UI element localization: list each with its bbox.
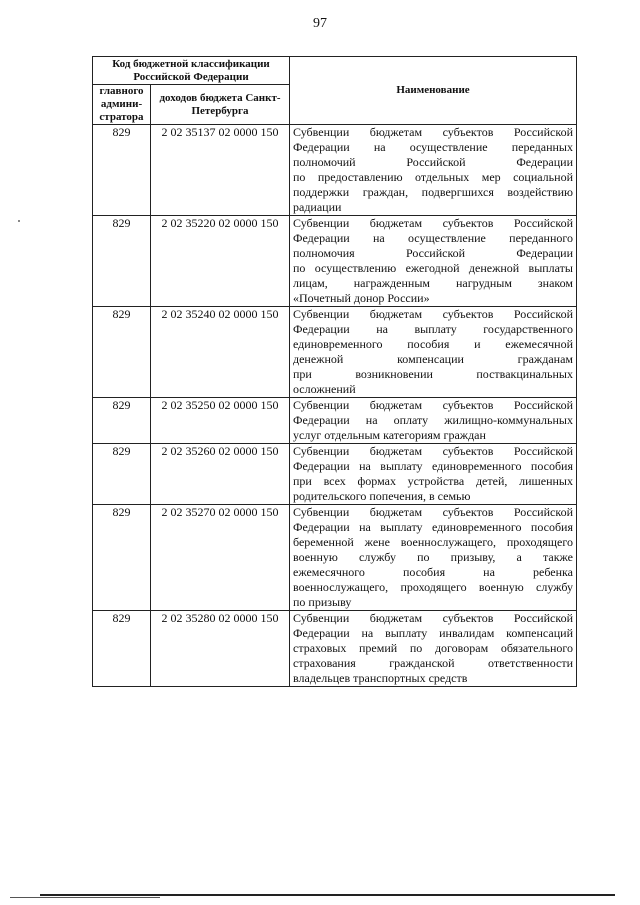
admin-code-cell: 829 (93, 125, 151, 216)
name-line: Федерации на оплату жилищно-коммунальных (293, 413, 573, 427)
name-line: Субвенции бюджетам субъектов Российской (293, 398, 573, 412)
name-line: Субвенции бюджетам субъектов Российской (293, 125, 573, 139)
name-line: Федерации на выплату единовременного пособия (293, 520, 573, 534)
header-income: доходов бюджета Санкт-Петербурга (151, 85, 290, 125)
name-line: родительского попечения, в семью (293, 489, 471, 503)
header-classification-code: Код бюджетной классификации Российской Федерации (93, 57, 290, 85)
page-number: 97 (313, 16, 327, 31)
footer-rule-thin (10, 897, 160, 898)
name-line: радиации (293, 200, 342, 214)
name-line: по призыву (293, 595, 352, 609)
footer-rule (40, 894, 615, 896)
name-line: Субвенции бюджетам субъектов Российской (293, 444, 573, 458)
name-line: по предоставлению отдельных мер социальной (293, 170, 573, 184)
name-cell (290, 307, 577, 398)
admin-code-cell: 829 (93, 216, 151, 307)
table-row (93, 505, 577, 611)
name-line: денежной компенсации гражданам (293, 352, 573, 366)
table-row (93, 216, 577, 307)
table-row (93, 125, 577, 216)
admin-code-cell: 829 (93, 398, 151, 444)
budget-classification-table (92, 56, 577, 687)
name-cell (290, 125, 577, 216)
name-line: «Почетный донор России» (293, 291, 430, 305)
name-line: при всех формах устройства детей, лишенных (293, 474, 573, 488)
table-row (93, 444, 577, 505)
name-line: беременной жене военнослужащего, проходящего (293, 535, 573, 549)
table-body (93, 125, 577, 687)
header-admin: главного админи-стратора (93, 85, 151, 125)
name-line: лицам, награжденным нагрудным знаком (293, 276, 573, 290)
name-line: Субвенции бюджетам субъектов Российской (293, 216, 573, 230)
name-line: Федерации на осуществление переданных (293, 140, 573, 154)
name-line: полномочия Российской Федерации (293, 246, 573, 260)
name-line: Федерации на выплату единовременного пособия (293, 459, 573, 473)
income-code-cell: 2 02 35137 02 0000 150 (151, 125, 290, 216)
header-name: Наименование (290, 57, 577, 125)
income-code-cell: 2 02 35280 02 0000 150 (151, 611, 290, 687)
name-line: Федерации на выплату инвалидам компенсаций (293, 626, 573, 640)
name-line: страхования гражданской ответственности (293, 656, 573, 670)
name-line: поддержки граждан, подвергшихся воздействию (293, 185, 573, 199)
name-cell (290, 611, 577, 687)
name-line: Субвенции бюджетам субъектов Российской (293, 611, 573, 625)
admin-code-cell: 829 (93, 444, 151, 505)
income-code-cell: 2 02 35270 02 0000 150 (151, 505, 290, 611)
name-cell (290, 398, 577, 444)
name-line: полномочий Российской Федерации (293, 155, 573, 169)
name-cell (290, 505, 577, 611)
name-line: владельцев транспортных средств (293, 671, 468, 685)
name-line: осложнений (293, 382, 356, 396)
table-row (93, 611, 577, 687)
table-row (93, 398, 577, 444)
income-code-cell: 2 02 35250 02 0000 150 (151, 398, 290, 444)
admin-code-cell: 829 (93, 307, 151, 398)
admin-code-cell: 829 (93, 505, 151, 611)
name-line: услуг отдельным категориям граждан (293, 428, 486, 442)
name-line: Субвенции бюджетам субъектов Российской (293, 505, 573, 519)
name-line: ежемесячного пособия на ребенка (293, 565, 573, 579)
income-code-cell: 2 02 35260 02 0000 150 (151, 444, 290, 505)
name-line: страховых премий по договорам обязательного (293, 641, 573, 655)
name-line: военную службу по призыву, а также (293, 550, 573, 564)
name-line: Федерации на выплату государственного (293, 322, 573, 336)
name-line: единовременного пособия и ежемесячной (293, 337, 573, 351)
name-line: военнослужащего, проходящего военную службу (293, 580, 573, 594)
name-cell (290, 216, 577, 307)
name-line: Федерации на осуществление переданного (293, 231, 573, 245)
income-code-cell: 2 02 35240 02 0000 150 (151, 307, 290, 398)
admin-code-cell: 829 (93, 611, 151, 687)
name-cell (290, 444, 577, 505)
income-code-cell: 2 02 35220 02 0000 150 (151, 216, 290, 307)
scan-speck (18, 220, 20, 222)
name-line: по осуществлению ежегодной денежной выплаты (293, 261, 573, 275)
table-header-row-1 (93, 57, 577, 85)
name-line: Субвенции бюджетам субъектов Российской (293, 307, 573, 321)
table-row (93, 307, 577, 398)
name-line: при возникновении поствакцинальных (293, 367, 573, 381)
